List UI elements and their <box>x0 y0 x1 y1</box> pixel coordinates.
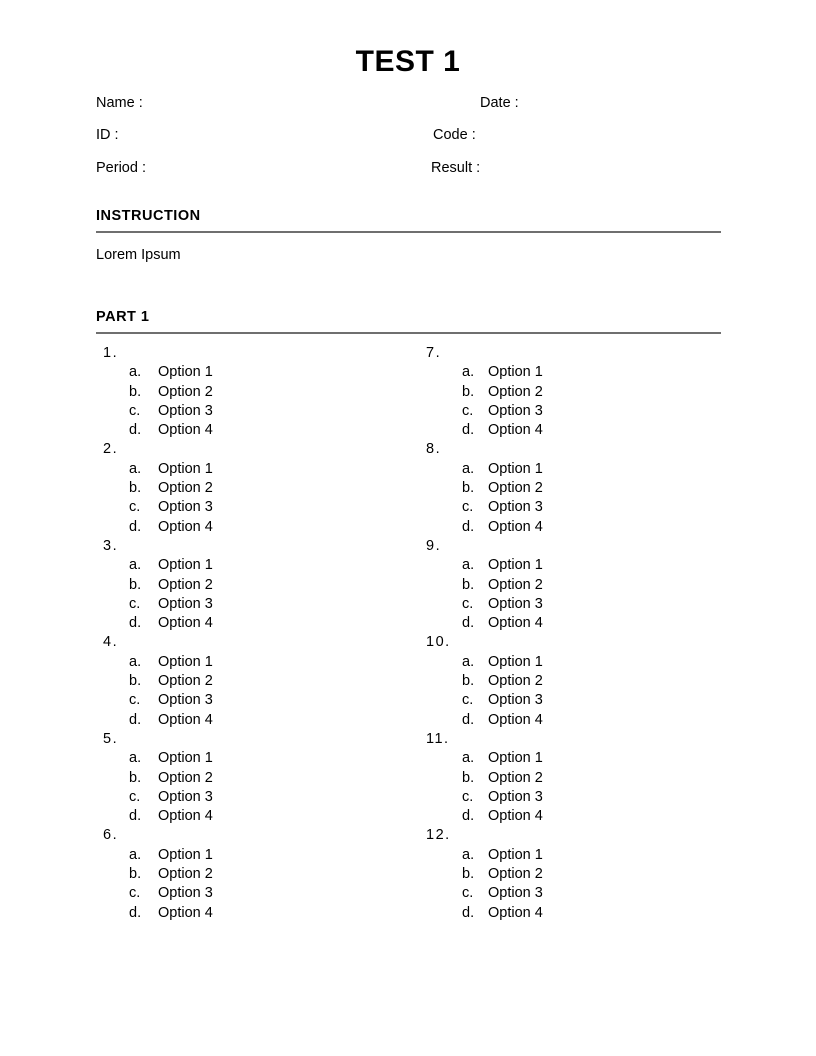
option-label: Option 1 <box>488 653 543 670</box>
option-label: Option 1 <box>488 846 543 863</box>
question-number: 1. <box>103 345 119 361</box>
period-label: Period : <box>96 160 146 176</box>
option-letter: d. <box>462 518 475 535</box>
option-row <box>426 556 726 575</box>
option-letter: a. <box>129 557 142 574</box>
option-label: Option 4 <box>488 518 543 535</box>
option-letter: a. <box>462 364 475 381</box>
option-label: Option 3 <box>488 885 543 902</box>
option-letter: d. <box>462 711 475 728</box>
option-row <box>426 479 726 498</box>
question-number: 4. <box>103 634 119 651</box>
option-letter: c. <box>129 499 141 516</box>
option-label: Option 1 <box>158 750 213 767</box>
option-letter: c. <box>129 595 141 612</box>
question-number: 2. <box>103 441 119 458</box>
questions-column-left <box>103 344 403 923</box>
option-label: Option 1 <box>158 557 213 574</box>
option-row <box>103 383 403 402</box>
option-label: Option 3 <box>488 692 543 709</box>
option-label: Option 3 <box>158 595 213 612</box>
date-label: Date : <box>480 95 519 111</box>
option-row <box>426 691 726 710</box>
option-letter: d. <box>129 711 142 728</box>
option-row <box>103 846 403 865</box>
option-letter: c. <box>129 402 141 419</box>
option-letter: b. <box>462 866 475 883</box>
option-label: Option 1 <box>488 460 543 477</box>
option-label: Option 1 <box>488 750 543 767</box>
option-row <box>103 672 403 691</box>
option-label: Option 4 <box>488 711 543 728</box>
option-row <box>103 653 403 672</box>
option-row <box>426 383 726 402</box>
question-number: 12. <box>426 827 451 844</box>
option-letter: a. <box>462 557 475 574</box>
option-letter: d. <box>129 422 142 439</box>
code-label: Code : <box>433 127 476 143</box>
option-row <box>103 807 403 826</box>
option-letter: a. <box>129 364 142 381</box>
option-label: Option 2 <box>158 673 213 690</box>
option-letter: b. <box>462 673 475 690</box>
option-letter: d. <box>462 615 475 632</box>
option-label: Option 4 <box>488 615 543 632</box>
option-row <box>103 402 403 421</box>
question-block <box>103 537 403 633</box>
option-letter: b. <box>129 866 142 883</box>
question-number: 11. <box>426 730 450 747</box>
option-row <box>426 518 726 537</box>
option-label: Option 2 <box>158 480 213 497</box>
option-label: Option 4 <box>158 615 213 632</box>
option-letter: d. <box>129 808 142 825</box>
option-row <box>426 788 726 807</box>
option-label: Option 2 <box>488 576 543 593</box>
option-row <box>426 904 726 923</box>
option-row <box>426 884 726 903</box>
option-letter: c. <box>129 885 141 902</box>
id-label: ID : <box>96 127 119 143</box>
result-label: Result : <box>431 160 481 176</box>
option-letter: a. <box>462 750 475 767</box>
option-letter: b. <box>462 769 475 786</box>
option-label: Option 3 <box>158 402 213 419</box>
option-row <box>103 711 403 730</box>
option-label: Option 3 <box>158 885 213 902</box>
option-label: Option 3 <box>158 788 213 805</box>
option-label: Option 1 <box>158 364 213 381</box>
question-number: 8. <box>426 441 442 458</box>
option-row <box>426 769 726 788</box>
option-label: Option 1 <box>488 557 543 574</box>
option-row <box>103 769 403 788</box>
instruction-body: Lorem Ipsum <box>96 247 181 263</box>
option-label: Option 3 <box>488 788 543 805</box>
option-row <box>426 807 726 826</box>
option-row <box>426 421 726 440</box>
name-label: Name : <box>96 95 143 111</box>
part1-heading: PART 1 <box>96 308 721 334</box>
option-label: Option 2 <box>158 866 213 883</box>
question-block <box>103 633 403 729</box>
option-letter: a. <box>129 846 142 863</box>
option-letter: a. <box>129 460 142 477</box>
option-label: Option 2 <box>158 576 213 593</box>
option-label: Option 4 <box>158 711 213 728</box>
option-label: Option 2 <box>488 673 543 690</box>
option-row <box>426 498 726 517</box>
option-row <box>103 518 403 537</box>
option-label: Option 2 <box>158 383 213 400</box>
option-row <box>426 653 726 672</box>
option-letter: c. <box>462 885 474 902</box>
option-label: Option 2 <box>488 866 543 883</box>
option-label: Option 3 <box>488 499 543 516</box>
option-label: Option 1 <box>158 846 213 863</box>
option-letter: c. <box>129 692 141 709</box>
question-number: 3. <box>103 537 119 554</box>
option-letter: c. <box>462 595 474 612</box>
question-number: 6. <box>103 827 119 844</box>
option-row <box>426 363 726 382</box>
question-block <box>103 440 403 536</box>
option-letter: b. <box>129 383 142 400</box>
option-row <box>103 556 403 575</box>
option-label: Option 1 <box>488 364 543 381</box>
option-letter: b. <box>129 769 142 786</box>
page-title: TEST 1 <box>355 45 461 78</box>
option-row <box>103 498 403 517</box>
option-label: Option 4 <box>488 808 543 825</box>
option-label: Option 4 <box>488 904 543 921</box>
option-label: Option 1 <box>158 460 213 477</box>
option-row <box>103 884 403 903</box>
option-letter: b. <box>129 576 142 593</box>
option-row <box>426 595 726 614</box>
option-row <box>426 846 726 865</box>
option-row <box>103 576 403 595</box>
option-letter: d. <box>462 422 475 439</box>
option-label: Option 4 <box>158 422 213 439</box>
option-label: Option 4 <box>158 518 213 535</box>
option-label: Option 2 <box>488 383 543 400</box>
option-letter: d. <box>129 904 142 921</box>
question-block <box>103 730 403 826</box>
question-block <box>426 344 726 440</box>
question-block <box>426 730 726 826</box>
question-number: 10. <box>426 634 451 651</box>
option-letter: d. <box>462 808 475 825</box>
option-label: Option 3 <box>488 402 543 419</box>
question-number: 5. <box>103 730 119 747</box>
option-letter: c. <box>462 788 474 805</box>
question-block <box>426 633 726 729</box>
option-letter: d. <box>129 615 142 632</box>
option-letter: b. <box>462 383 475 400</box>
question-number: 7. <box>426 345 442 361</box>
option-letter: c. <box>462 402 474 419</box>
option-row <box>426 672 726 691</box>
option-row <box>426 576 726 595</box>
question-block <box>426 826 726 922</box>
option-row <box>426 749 726 768</box>
question-block <box>103 344 403 440</box>
option-letter: a. <box>462 460 475 477</box>
option-row <box>103 749 403 768</box>
option-row <box>426 402 726 421</box>
option-row <box>426 865 726 884</box>
option-row <box>103 363 403 382</box>
question-block <box>426 440 726 536</box>
option-letter: b. <box>129 673 142 690</box>
option-label: Option 3 <box>158 499 213 516</box>
option-row <box>103 421 403 440</box>
option-row <box>103 788 403 807</box>
option-label: Option 2 <box>488 480 543 497</box>
option-label: Option 2 <box>488 769 543 786</box>
option-letter: b. <box>462 576 475 593</box>
question-block <box>103 826 403 922</box>
option-letter: a. <box>129 750 142 767</box>
option-row <box>426 460 726 479</box>
option-letter: a. <box>129 653 142 670</box>
option-row <box>426 711 726 730</box>
option-row <box>103 614 403 633</box>
option-letter: b. <box>129 480 142 497</box>
option-letter: a. <box>462 653 475 670</box>
option-letter: c. <box>129 788 141 805</box>
option-row <box>103 865 403 884</box>
option-row <box>103 479 403 498</box>
option-row <box>426 614 726 633</box>
option-letter: a. <box>462 846 475 863</box>
option-letter: d. <box>129 518 142 535</box>
option-label: Option 3 <box>158 692 213 709</box>
questions-column-right <box>426 344 726 923</box>
option-label: Option 4 <box>158 808 213 825</box>
question-number: 9. <box>426 537 442 554</box>
option-label: Option 2 <box>158 769 213 786</box>
instruction-heading: INSTRUCTION <box>96 207 721 233</box>
option-label: Option 1 <box>158 653 213 670</box>
question-block <box>426 537 726 633</box>
option-row <box>103 595 403 614</box>
option-letter: c. <box>462 692 474 709</box>
option-row <box>103 460 403 479</box>
option-letter: d. <box>462 904 475 921</box>
option-label: Option 3 <box>488 595 543 612</box>
option-row <box>103 691 403 710</box>
option-label: Option 4 <box>488 422 543 439</box>
option-letter: b. <box>462 480 475 497</box>
option-row <box>103 904 403 923</box>
option-letter: c. <box>462 499 474 516</box>
option-label: Option 4 <box>158 904 213 921</box>
